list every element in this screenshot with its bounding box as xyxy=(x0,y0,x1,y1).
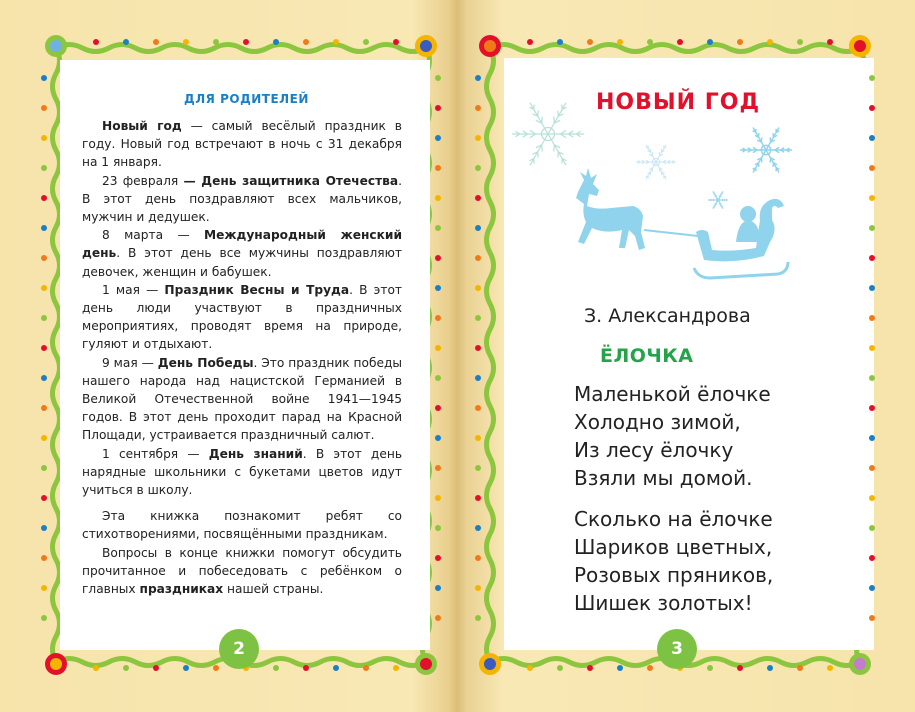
decor-dot xyxy=(41,495,47,501)
corner-ornament xyxy=(479,35,501,57)
corner-ornament xyxy=(415,653,437,675)
decor-dot xyxy=(557,665,563,671)
decor-dot xyxy=(435,525,441,531)
decor-dot xyxy=(869,105,875,111)
decor-dot xyxy=(827,665,833,671)
decor-dot xyxy=(273,665,279,671)
text-run: . Это праздник победы нашего народа над нацистской Германией в Великой Отечественной войне 1941—1945 годов. В этот день проходит парад на Красной Площади, устраивается праздничный салют. xyxy=(82,355,403,443)
decor-dot xyxy=(617,39,623,45)
decor-dot xyxy=(93,665,99,671)
decor-dot xyxy=(333,39,339,45)
paragraph xyxy=(82,226,402,281)
decor-dot xyxy=(869,255,875,261)
decor-dot xyxy=(41,225,47,231)
bold-run: Праздник Весны и Труда xyxy=(164,282,350,297)
bold-run: День Победы xyxy=(157,355,254,370)
decor-dot xyxy=(213,39,219,45)
decor-dot xyxy=(797,39,803,45)
poem-stanza-1 xyxy=(574,380,771,492)
bold-run: Международный женский день xyxy=(82,228,402,261)
paragraph xyxy=(82,117,402,172)
corner-ornament xyxy=(849,653,871,675)
text-run: нашей страны. xyxy=(223,582,324,597)
decor-dot xyxy=(363,665,369,671)
decor-dot xyxy=(869,375,875,381)
decor-dot xyxy=(41,525,47,531)
decor-dot xyxy=(435,405,441,411)
decor-dot xyxy=(869,315,875,321)
poem-line: Холодно зимой, xyxy=(574,410,741,434)
decor-dot xyxy=(435,105,441,111)
text-run: . В этот день нарядные школьники с букетами цветов идут учиться в школу. xyxy=(82,446,403,498)
text-run: — самый весёлый праздник в году. Новый год встречают в ночь с 31 декабря на 1 января. xyxy=(82,119,402,170)
decor-dot xyxy=(475,75,481,81)
decor-dot xyxy=(435,435,441,441)
decor-dot xyxy=(869,495,875,501)
decor-dot xyxy=(303,665,309,671)
section-heading: ДЛЯ РОДИТЕЛЕЙ xyxy=(184,92,309,106)
corner-ornament xyxy=(45,653,67,675)
text-run: Вопросы в конце книжки помогут обсудить прочитанное и побеседовать с ребёнком о главных xyxy=(82,545,402,597)
decor-dot xyxy=(41,285,47,291)
decor-dot xyxy=(475,225,481,231)
decor-dot xyxy=(647,665,653,671)
decor-dot xyxy=(213,665,219,671)
decor-dot xyxy=(435,195,441,201)
poem-line: Маленькой ёлочке xyxy=(574,382,771,406)
decor-dot xyxy=(41,255,47,261)
decor-dot xyxy=(435,465,441,471)
decor-dot xyxy=(475,345,481,351)
decor-dot xyxy=(527,39,533,45)
poem-line: Взяли мы домой. xyxy=(574,466,753,490)
text-run: 9 мая — xyxy=(102,355,158,370)
decor-dot xyxy=(243,39,249,45)
decor-dot xyxy=(123,39,129,45)
decor-dot xyxy=(707,665,713,671)
decor-dot xyxy=(475,615,481,621)
decor-dot xyxy=(557,39,563,45)
decor-dot xyxy=(797,665,803,671)
decor-dot xyxy=(41,585,47,591)
decor-dot xyxy=(647,39,653,45)
paragraph xyxy=(82,507,402,543)
decor-dot xyxy=(475,375,481,381)
paragraph xyxy=(82,445,402,500)
page-number-left: 2 xyxy=(219,629,259,669)
decor-dot xyxy=(435,615,441,621)
decor-dot xyxy=(475,195,481,201)
decor-dot xyxy=(41,375,47,381)
decor-dot xyxy=(587,665,593,671)
text-run: 23 февраля xyxy=(102,173,184,188)
decor-dot xyxy=(41,75,47,81)
decor-dot xyxy=(153,665,159,671)
decor-dot xyxy=(869,405,875,411)
decor-dot xyxy=(869,615,875,621)
decor-dot xyxy=(475,105,481,111)
corner-ornament xyxy=(415,35,437,57)
winter-illustration xyxy=(508,92,808,292)
text-run: . В этот день все мужчины поздравляют девочек, женщин и бабушек. xyxy=(82,246,402,279)
decor-dot xyxy=(869,225,875,231)
decor-dot xyxy=(435,375,441,381)
decor-dot xyxy=(435,165,441,171)
decor-dot xyxy=(869,135,875,141)
decor-dot xyxy=(475,135,481,141)
decor-dot xyxy=(435,345,441,351)
decor-dot xyxy=(41,405,47,411)
decor-dot xyxy=(41,345,47,351)
corner-ornament xyxy=(849,35,871,57)
page-number-right: 3 xyxy=(657,629,697,669)
decor-dot xyxy=(41,615,47,621)
paragraph xyxy=(82,281,402,354)
decor-dot xyxy=(41,435,47,441)
decor-dot xyxy=(475,255,481,261)
decor-dot xyxy=(183,39,189,45)
bold-run: — День защитника Отечества xyxy=(183,173,399,188)
decor-dot xyxy=(677,39,683,45)
decor-dot xyxy=(475,555,481,561)
reindeer-sleigh-icon xyxy=(576,168,788,278)
poem-line: Сколько на ёлочке xyxy=(574,507,773,531)
decor-dot xyxy=(475,165,481,171)
decor-dot xyxy=(737,665,743,671)
poem-line: Шишек золотых! xyxy=(574,591,753,615)
decor-dot xyxy=(475,585,481,591)
decor-dot xyxy=(527,665,533,671)
decor-dot xyxy=(333,665,339,671)
decor-dot xyxy=(475,405,481,411)
decor-dot xyxy=(475,285,481,291)
decor-dot xyxy=(435,555,441,561)
snowflake-icon xyxy=(740,128,792,173)
snowflake-icon xyxy=(636,145,676,180)
snowflake-icon xyxy=(708,191,728,208)
decor-dot xyxy=(435,495,441,501)
decor-dot xyxy=(869,195,875,201)
decor-dot xyxy=(475,465,481,471)
decor-dot xyxy=(869,75,875,81)
paragraph xyxy=(82,172,402,227)
corner-ornament xyxy=(45,35,67,57)
decor-dot xyxy=(435,255,441,261)
decor-dot xyxy=(869,555,875,561)
chapter-title: НОВЫЙ ГОД xyxy=(596,90,761,115)
decor-dot xyxy=(41,105,47,111)
poem-title: ЁЛОЧКА xyxy=(600,345,694,367)
decor-dot xyxy=(435,585,441,591)
parents-note-text xyxy=(82,117,402,598)
bold-run: праздниках xyxy=(139,582,224,597)
decor-dot xyxy=(41,195,47,201)
bold-run: День знаний xyxy=(208,446,303,461)
decor-dot xyxy=(153,39,159,45)
text-run: Эта книжка познакомит ребят со стихотворениями, посвящёнными праздникам. xyxy=(82,509,402,542)
decor-dot xyxy=(363,39,369,45)
text-run: . В этот день поздравляют всех мальчиков, мужчин и дедушек. xyxy=(82,173,402,225)
decor-dot xyxy=(869,165,875,171)
decor-dot xyxy=(475,315,481,321)
bold-run: Новый год xyxy=(102,119,182,133)
poem-stanza-2 xyxy=(574,505,773,617)
decor-dot xyxy=(869,585,875,591)
decor-dot xyxy=(435,315,441,321)
decor-dot xyxy=(869,525,875,531)
decor-dot xyxy=(475,495,481,501)
decor-dot xyxy=(435,135,441,141)
poem-line: Розовых пряников, xyxy=(574,563,774,587)
text-run: . В этот день люди участвуют в праздничных мероприятиях, проводят время на природе, гуляют и отдыхают. xyxy=(82,282,403,352)
poem-line: Из лесу ёлочку xyxy=(574,438,734,462)
decor-dot xyxy=(617,665,623,671)
decor-dot xyxy=(587,39,593,45)
text-run: 1 мая — xyxy=(102,282,165,297)
snowflake-icon xyxy=(512,103,584,165)
decor-dot xyxy=(393,665,399,671)
decor-dot xyxy=(41,465,47,471)
decor-dot xyxy=(273,39,279,45)
decor-dot xyxy=(767,665,773,671)
decor-dot xyxy=(707,39,713,45)
decor-dot xyxy=(827,39,833,45)
decor-dot xyxy=(93,39,99,45)
decor-dot xyxy=(435,285,441,291)
decor-dot xyxy=(869,285,875,291)
decor-dot xyxy=(123,665,129,671)
decor-dot xyxy=(767,39,773,45)
poem-author: З. Александрова xyxy=(584,305,751,327)
decor-dot xyxy=(869,465,875,471)
decor-dot xyxy=(303,39,309,45)
text-run: 1 сентября — xyxy=(102,446,209,461)
decor-dot xyxy=(475,525,481,531)
decor-dot xyxy=(869,345,875,351)
decor-dot xyxy=(435,75,441,81)
corner-ornament xyxy=(479,653,501,675)
decor-dot xyxy=(869,435,875,441)
poem-line: Шариков цветных, xyxy=(574,535,773,559)
decor-dot xyxy=(393,39,399,45)
paragraph xyxy=(82,544,402,599)
decor-dot xyxy=(41,555,47,561)
decor-dot xyxy=(41,135,47,141)
paragraph xyxy=(82,354,402,445)
decor-dot xyxy=(41,315,47,321)
decor-dot xyxy=(475,435,481,441)
decor-dot xyxy=(435,225,441,231)
decor-dot xyxy=(737,39,743,45)
decor-dot xyxy=(41,165,47,171)
text-run: 8 марта — xyxy=(102,228,204,243)
decor-dot xyxy=(183,665,189,671)
